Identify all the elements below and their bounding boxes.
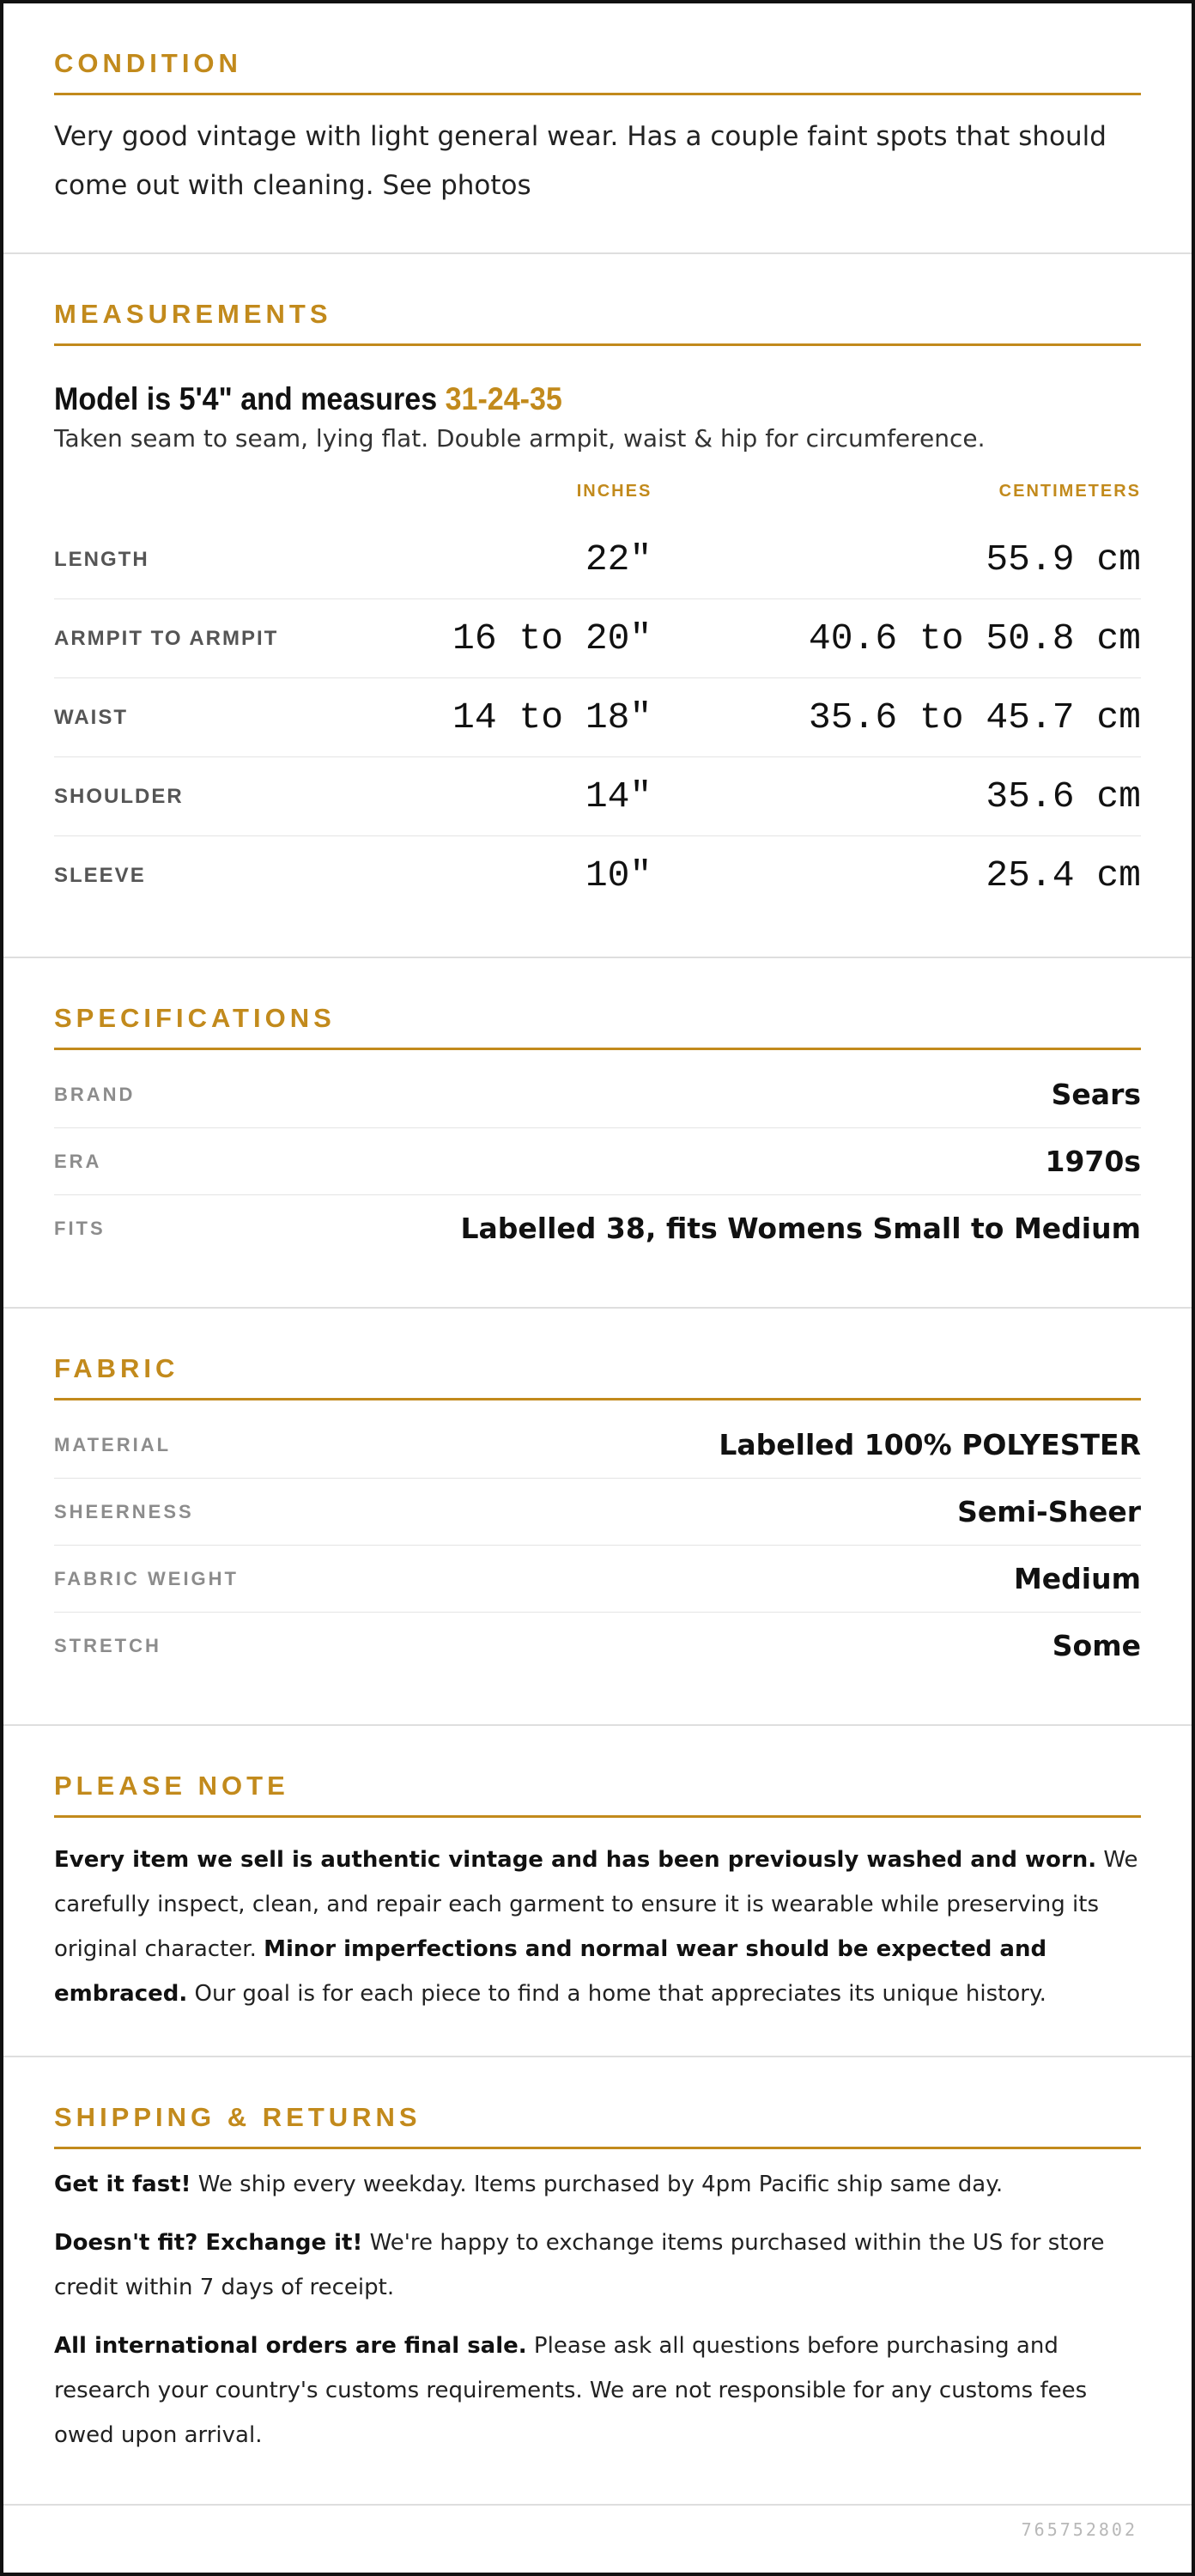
centimeters-column-header: CENTIMETERS <box>998 482 1141 501</box>
shipping-text-2: We're happy to exchange items purchased within the US for store credit within 7 days of receipt. <box>54 2230 1105 2300</box>
list-item <box>54 1061 1141 1128</box>
specifications-section <box>3 958 1192 1309</box>
note-bold-2: Minor imperfections and normal wear should be expected and embraced. <box>54 1936 1047 2007</box>
measurement-inches: 14" <box>380 757 652 836</box>
spec-value: Sears <box>1051 1078 1141 1111</box>
model-measures: 31-24-35 <box>445 381 562 416</box>
fabric-list <box>54 1412 1141 1679</box>
condition-title: CONDITION <box>54 46 1141 95</box>
fabric-label: STRETCH <box>54 1634 161 1656</box>
table-row <box>54 836 1141 915</box>
shipping-bold-3: All international orders are final sale. <box>54 2333 527 2359</box>
measurement-inches: 16 to 20" <box>380 599 652 678</box>
list-item <box>54 1546 1141 1613</box>
shipping-section <box>3 2057 1192 2506</box>
fabric-value: Medium <box>1013 1562 1141 1595</box>
measurement-label: WAIST <box>54 678 380 757</box>
measurements-table <box>54 482 1141 914</box>
list-item <box>54 1128 1141 1195</box>
shipping-text-3: Please ask all questions before purchasing and research your country's customs requirements. We are not responsible for any customs fees owed upon arrival. <box>54 2333 1088 2448</box>
spec-label: ERA <box>54 1150 102 1172</box>
measurements-subtitle: Taken seam to seam, lying flat. Double armpit, waist & hip for circumference. <box>54 424 986 453</box>
inches-column-header: INCHES <box>576 482 652 501</box>
shipping-bold-2: Doesn't fit? Exchange it! <box>54 2230 363 2256</box>
note-text-2: Our goal is for each piece to find a home that appreciates its unique history. <box>187 1981 1046 2007</box>
measurement-label: SHOULDER <box>54 757 380 836</box>
listing-id: 765752802 <box>1021 2519 1137 2540</box>
shipping-paragraph-3 <box>54 2324 1141 2458</box>
measurement-cm: 25.4 cm <box>986 854 1141 896</box>
measurement-label: ARMPIT TO ARMPIT <box>54 599 380 678</box>
label-column-header <box>54 482 380 520</box>
note-bold-1: Every item we sell is authentic vintage and has been previously washed and worn. <box>54 1847 1097 1873</box>
condition-text: Very good vintage with light general wear. Has a couple faint spots that should come out with cleaning. See photos <box>54 121 1107 201</box>
table-row <box>54 599 1141 678</box>
list-item <box>54 1613 1141 1679</box>
measurements-section <box>3 254 1192 958</box>
measurement-inches: 10" <box>585 854 652 896</box>
specifications-list <box>54 1061 1141 1261</box>
please-note-section <box>3 1726 1192 2057</box>
measurements-title: MEASUREMENTS <box>54 297 1141 346</box>
fabric-value: Some <box>1052 1629 1141 1662</box>
fabric-label: SHEERNESS <box>54 1500 194 1522</box>
model-info-heading <box>54 380 1054 418</box>
shipping-title: SHIPPING & RETURNS <box>54 2100 1141 2149</box>
fabric-value: Labelled 100% POLYESTER <box>719 1428 1141 1461</box>
measurement-inches: 22" <box>380 520 652 599</box>
list-item <box>54 1479 1141 1546</box>
list-item <box>54 1412 1141 1479</box>
model-info-prefix: Model is 5'4" and measures <box>54 381 446 416</box>
measurement-inches: 14 to 18" <box>380 678 652 757</box>
note-text-1: We carefully inspect, clean, and repair each garment to ensure it is wearable while preserving its original character. <box>54 1847 1138 1962</box>
measurement-label: LENGTH <box>54 520 380 599</box>
please-note-title: PLEASE NOTE <box>54 1769 1141 1818</box>
spec-label: FITS <box>54 1217 106 1239</box>
fabric-label: MATERIAL <box>54 1433 172 1455</box>
measurement-cm: 35.6 to 45.7 cm <box>652 678 1141 757</box>
fabric-label: FABRIC WEIGHT <box>54 1567 239 1589</box>
table-row <box>54 678 1141 757</box>
measurement-cm: 55.9 cm <box>652 520 1141 599</box>
shipping-paragraph-1 <box>54 2162 1141 2207</box>
spec-label: BRAND <box>54 1083 136 1105</box>
table-row <box>54 757 1141 836</box>
list-item <box>54 1195 1141 1261</box>
condition-section <box>3 3 1192 254</box>
please-note-text <box>54 1838 1141 2016</box>
shipping-text-1: We ship every weekday. Items purchased by 4pm Pacific ship same day. <box>191 2172 1004 2197</box>
fabric-title: FABRIC <box>54 1352 1141 1400</box>
measurement-cm: 35.6 cm <box>652 757 1141 836</box>
measurement-cm: 40.6 to 50.8 cm <box>652 599 1141 678</box>
measurement-label: SLEEVE <box>54 863 146 887</box>
fabric-section <box>3 1309 1192 1726</box>
shipping-paragraph-2 <box>54 2221 1141 2310</box>
spec-value: 1970s <box>1045 1145 1141 1178</box>
specifications-title: SPECIFICATIONS <box>54 1001 1141 1050</box>
shipping-bold-1: Get it fast! <box>54 2172 191 2197</box>
fabric-value: Semi-Sheer <box>957 1495 1141 1528</box>
table-row <box>54 520 1141 599</box>
spec-value: Labelled 38, fits Womens Small to Medium <box>460 1212 1141 1245</box>
